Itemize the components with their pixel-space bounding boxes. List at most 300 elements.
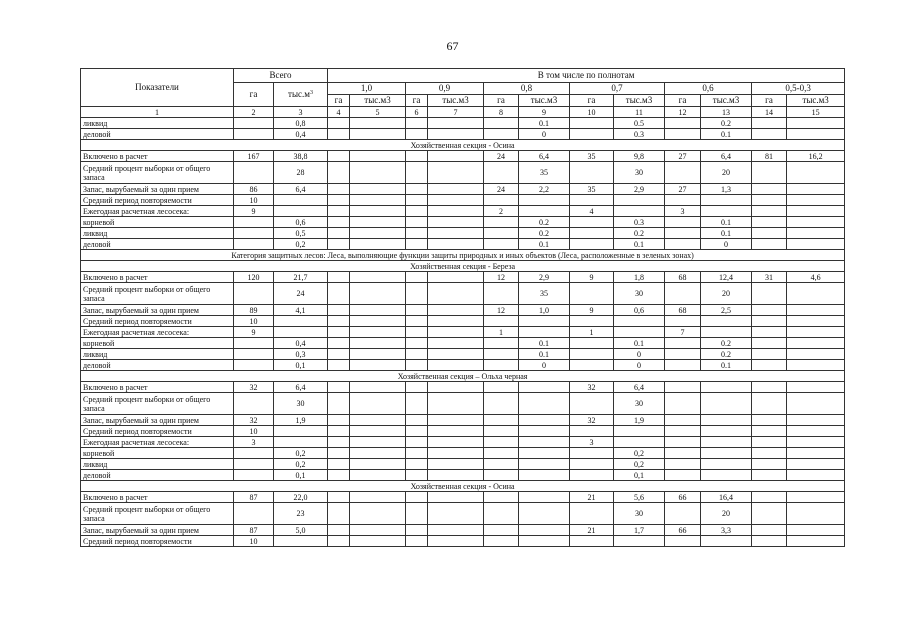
table-cell: 0.1: [519, 239, 570, 250]
table-row: [81, 415, 845, 426]
table-cell: [234, 349, 274, 360]
table-cell: [428, 151, 484, 162]
section-row: [81, 140, 845, 151]
table-cell: [787, 316, 845, 327]
header-density: 0,5-0,3: [752, 83, 845, 95]
table-cell: [701, 316, 752, 327]
table-cell: [484, 283, 519, 305]
table-cell: 0.3: [614, 217, 665, 228]
table-cell: [665, 426, 701, 437]
row-label: ликвид: [81, 228, 234, 239]
table-cell: [614, 327, 665, 338]
table-cell: 1,9: [274, 415, 328, 426]
table-cell: [665, 382, 701, 393]
table-cell: [787, 536, 845, 547]
table-cell: [406, 437, 428, 448]
table-cell: [234, 239, 274, 250]
table-cell: [701, 426, 752, 437]
table-cell: [665, 360, 701, 371]
table-cell: [328, 283, 350, 305]
section-title: Хозяйственная секция - Осина: [81, 481, 845, 492]
table-cell: 0: [701, 239, 752, 250]
table-cell: [752, 217, 787, 228]
table-cell: 0.1: [614, 239, 665, 250]
table-cell: 30: [614, 162, 665, 184]
column-number: 11: [614, 107, 665, 118]
table-cell: [406, 228, 428, 239]
table-cell: 2,5: [701, 305, 752, 316]
table-cell: [701, 195, 752, 206]
column-number: 4: [328, 107, 350, 118]
table-cell: [274, 437, 328, 448]
table-cell: [701, 382, 752, 393]
table-cell: 0,2: [274, 459, 328, 470]
table-cell: [614, 206, 665, 217]
table-cell: [328, 129, 350, 140]
table-cell: [484, 426, 519, 437]
header-ha: га: [328, 95, 350, 107]
table-cell: [570, 426, 614, 437]
table-cell: 0.2: [701, 118, 752, 129]
table-cell: [787, 228, 845, 239]
table-cell: [234, 448, 274, 459]
table-row: [81, 118, 845, 129]
table-cell: [752, 426, 787, 437]
table-cell: [328, 327, 350, 338]
table-cell: 3: [570, 437, 614, 448]
row-label: деловой: [81, 239, 234, 250]
table-cell: [234, 459, 274, 470]
table-cell: [350, 525, 406, 536]
table-cell: [406, 536, 428, 547]
table-cell: [752, 448, 787, 459]
table-cell: [787, 349, 845, 360]
table-cell: [406, 316, 428, 327]
table-cell: [484, 360, 519, 371]
row-label: деловой: [81, 129, 234, 140]
table-row: [81, 206, 845, 217]
table-cell: [428, 426, 484, 437]
table-cell: 28: [274, 162, 328, 184]
table-cell: 10: [234, 426, 274, 437]
table-row: [81, 184, 845, 195]
section-row: [81, 250, 845, 261]
table-cell: [787, 239, 845, 250]
table-cell: [752, 228, 787, 239]
table-cell: [406, 327, 428, 338]
table-row: [81, 327, 845, 338]
row-label: Средний период повторяемости: [81, 426, 234, 437]
table-cell: [519, 437, 570, 448]
table-cell: 0,2: [274, 448, 328, 459]
table-cell: [328, 239, 350, 250]
table-cell: [350, 305, 406, 316]
table-cell: [787, 118, 845, 129]
row-label: Запас, вырубаемый за один прием: [81, 415, 234, 426]
table-cell: 0,6: [274, 217, 328, 228]
table-cell: [274, 195, 328, 206]
header-volume: тыс.м3: [701, 95, 752, 107]
table-cell: [234, 360, 274, 371]
table-cell: [350, 360, 406, 371]
table-cell: [665, 217, 701, 228]
table-cell: [701, 536, 752, 547]
table-cell: 21: [570, 492, 614, 503]
header-density: 0,8: [484, 83, 570, 95]
table-cell: [519, 426, 570, 437]
table-cell: 6,4: [701, 151, 752, 162]
column-number: 7: [428, 107, 484, 118]
column-number: 9: [519, 107, 570, 118]
table-cell: 0.1: [519, 338, 570, 349]
table-cell: [328, 459, 350, 470]
row-label: ликвид: [81, 459, 234, 470]
table-cell: 0,2: [614, 448, 665, 459]
table-cell: 32: [570, 415, 614, 426]
table-cell: [519, 503, 570, 525]
table-cell: [428, 327, 484, 338]
column-number: 15: [787, 107, 845, 118]
column-number: 8: [484, 107, 519, 118]
table-cell: 6,4: [274, 184, 328, 195]
table-cell: [350, 316, 406, 327]
table-cell: [328, 525, 350, 536]
table-cell: [787, 393, 845, 415]
table-cell: [350, 382, 406, 393]
table-cell: [234, 470, 274, 481]
table-cell: 27: [665, 151, 701, 162]
table-cell: [787, 426, 845, 437]
table-cell: 0,2: [274, 239, 328, 250]
table-cell: 2: [484, 206, 519, 217]
table-cell: 24: [274, 283, 328, 305]
table-cell: [406, 129, 428, 140]
table-cell: [428, 118, 484, 129]
row-label: Ежегодная расчетная лесосека:: [81, 327, 234, 338]
table-cell: [752, 382, 787, 393]
table-cell: 22,0: [274, 492, 328, 503]
table-cell: [428, 382, 484, 393]
table-cell: [519, 393, 570, 415]
table-cell: [701, 470, 752, 481]
table-cell: [328, 118, 350, 129]
table-cell: 9: [570, 272, 614, 283]
row-label: корневой: [81, 448, 234, 459]
table-cell: [406, 206, 428, 217]
table-cell: [519, 492, 570, 503]
table-cell: [570, 448, 614, 459]
table-cell: 167: [234, 151, 274, 162]
table-cell: [752, 360, 787, 371]
row-label: Средний период повторяемости: [81, 536, 234, 547]
table-cell: 1,8: [614, 272, 665, 283]
table-row: [81, 228, 845, 239]
table-cell: [328, 228, 350, 239]
header-volume: тыс.м3: [519, 95, 570, 107]
table-row: [81, 195, 845, 206]
table-row: [81, 492, 845, 503]
table-cell: [570, 195, 614, 206]
table-cell: 120: [234, 272, 274, 283]
table-cell: 20: [701, 503, 752, 525]
table-cell: [614, 536, 665, 547]
header-indicators: Показатели: [81, 69, 234, 107]
table-cell: 30: [274, 393, 328, 415]
column-number: 3: [274, 107, 328, 118]
table-cell: [570, 470, 614, 481]
table-cell: 0,6: [614, 305, 665, 316]
header-total-ha: га: [234, 83, 274, 107]
table-cell: [350, 217, 406, 228]
table-cell: 87: [234, 492, 274, 503]
table-cell: [406, 503, 428, 525]
row-label: Средний период повторяемости: [81, 316, 234, 327]
section-row: [81, 261, 845, 272]
table-cell: [234, 217, 274, 228]
header-ha: га: [752, 95, 787, 107]
table-cell: [350, 393, 406, 415]
table-cell: [665, 118, 701, 129]
row-label: Средний процент выборки от общего запаса: [81, 393, 234, 415]
table-cell: [519, 206, 570, 217]
table-cell: [701, 437, 752, 448]
row-label: Средний процент выборки от общего запаса: [81, 503, 234, 525]
table-cell: 3,3: [701, 525, 752, 536]
table-cell: 1,0: [519, 305, 570, 316]
table-cell: [752, 327, 787, 338]
header-density: 0,7: [570, 83, 665, 95]
table-cell: [752, 492, 787, 503]
table-cell: 31: [752, 272, 787, 283]
table-cell: 27: [665, 184, 701, 195]
table-cell: [428, 459, 484, 470]
table-cell: [328, 195, 350, 206]
column-number: 12: [665, 107, 701, 118]
table-cell: [274, 316, 328, 327]
table-cell: 0.1: [701, 228, 752, 239]
table-cell: 0.1: [519, 349, 570, 360]
table-cell: [350, 426, 406, 437]
table-cell: [752, 393, 787, 415]
row-label: корневой: [81, 217, 234, 228]
table-cell: [752, 470, 787, 481]
table-cell: 4,1: [274, 305, 328, 316]
table-cell: [665, 195, 701, 206]
table-cell: 0: [614, 360, 665, 371]
table-cell: 32: [234, 415, 274, 426]
table-cell: [787, 382, 845, 393]
header-volume: тыс.м3: [787, 95, 845, 107]
table-row: [81, 448, 845, 459]
table-cell: [752, 162, 787, 184]
table-cell: [328, 151, 350, 162]
table-cell: [428, 415, 484, 426]
table-row: [81, 393, 845, 415]
table-cell: [328, 426, 350, 437]
table-cell: [350, 338, 406, 349]
column-number: 10: [570, 107, 614, 118]
table-cell: 4,6: [787, 272, 845, 283]
table-cell: [484, 217, 519, 228]
table-cell: 20: [701, 162, 752, 184]
table-cell: 0.2: [701, 349, 752, 360]
table-cell: [406, 239, 428, 250]
header-density: 1,0: [328, 83, 406, 95]
table-cell: [484, 470, 519, 481]
table-cell: [787, 492, 845, 503]
table-cell: [406, 217, 428, 228]
table-cell: [406, 426, 428, 437]
table-cell: 0.1: [701, 360, 752, 371]
table-cell: 0,4: [274, 338, 328, 349]
header-density: 0,6: [665, 83, 752, 95]
column-number: 1: [81, 107, 234, 118]
row-label: Средний период повторяемости: [81, 195, 234, 206]
header-total: Всего: [234, 69, 328, 83]
table-cell: [665, 415, 701, 426]
table-cell: 30: [614, 393, 665, 415]
table-cell: [701, 415, 752, 426]
section-title: Категория защитных лесов: Леса, выполняющие функции защиты природных и иных объектов (Леса, расположенные в зеленых зонах): [81, 250, 845, 261]
table-row: [81, 459, 845, 470]
table-cell: [406, 151, 428, 162]
table-cell: [350, 470, 406, 481]
section-row: [81, 371, 845, 382]
table-cell: [570, 459, 614, 470]
table-cell: [752, 437, 787, 448]
table-cell: [701, 448, 752, 459]
table-cell: [328, 415, 350, 426]
table-row: [81, 426, 845, 437]
table-cell: 30: [614, 283, 665, 305]
table-cell: [406, 492, 428, 503]
table-cell: 3: [234, 437, 274, 448]
table-cell: [665, 470, 701, 481]
table-cell: 38,8: [274, 151, 328, 162]
table-cell: [428, 360, 484, 371]
table-cell: [234, 129, 274, 140]
table-cell: [406, 162, 428, 184]
table-cell: [665, 129, 701, 140]
table-cell: 12,4: [701, 272, 752, 283]
header-ha: га: [406, 95, 428, 107]
table-cell: 0.2: [614, 228, 665, 239]
table-cell: 1,3: [701, 184, 752, 195]
table-cell: [570, 217, 614, 228]
table-cell: [570, 536, 614, 547]
table-cell: [328, 360, 350, 371]
table-row: [81, 437, 845, 448]
table-cell: [484, 492, 519, 503]
header-density: 0,9: [406, 83, 484, 95]
table-cell: [234, 162, 274, 184]
table-cell: 0.1: [519, 118, 570, 129]
row-label: деловой: [81, 470, 234, 481]
row-label: Включено в расчет: [81, 272, 234, 283]
table-cell: [787, 206, 845, 217]
table-cell: [234, 283, 274, 305]
table-cell: [328, 305, 350, 316]
table-cell: [614, 437, 665, 448]
row-label: деловой: [81, 360, 234, 371]
table-cell: [484, 382, 519, 393]
table-cell: [350, 239, 406, 250]
table-cell: [570, 118, 614, 129]
table-cell: [614, 316, 665, 327]
table-cell: [428, 470, 484, 481]
column-number: 5: [350, 107, 406, 118]
table-cell: [519, 327, 570, 338]
table-cell: 0.2: [519, 228, 570, 239]
table-cell: [570, 162, 614, 184]
table-row: [81, 217, 845, 228]
table-cell: [484, 162, 519, 184]
table-cell: [350, 503, 406, 525]
table-cell: [570, 228, 614, 239]
table-cell: [519, 459, 570, 470]
table-cell: [665, 228, 701, 239]
table-cell: [752, 536, 787, 547]
table-cell: [406, 195, 428, 206]
table-cell: [350, 206, 406, 217]
table-cell: [519, 448, 570, 459]
table-row: [81, 360, 845, 371]
table-cell: [752, 118, 787, 129]
table-cell: [665, 448, 701, 459]
table-cell: [328, 448, 350, 459]
table-cell: [350, 536, 406, 547]
table-cell: [274, 536, 328, 547]
table-cell: 6,4: [519, 151, 570, 162]
table-cell: 5,0: [274, 525, 328, 536]
table-cell: [428, 338, 484, 349]
table-cell: [701, 206, 752, 217]
section-title: Хозяйственная секция - Береза: [81, 261, 845, 272]
table-cell: [350, 327, 406, 338]
table-cell: [519, 382, 570, 393]
row-label: корневой: [81, 338, 234, 349]
table-cell: [570, 129, 614, 140]
table-cell: [752, 195, 787, 206]
table-cell: [406, 448, 428, 459]
table-cell: [428, 525, 484, 536]
row-label: Ежегодная расчетная лесосека:: [81, 206, 234, 217]
table-cell: [428, 272, 484, 283]
table-cell: [665, 459, 701, 470]
table-cell: [274, 206, 328, 217]
table-cell: [328, 162, 350, 184]
table-cell: 0,3: [274, 349, 328, 360]
table-cell: 2,9: [519, 272, 570, 283]
table-cell: [787, 217, 845, 228]
header-by-density: В том числе по полнотам: [328, 69, 845, 83]
header-volume: тыс.м3: [614, 95, 665, 107]
table-cell: [519, 415, 570, 426]
table-cell: [787, 470, 845, 481]
table-cell: [428, 162, 484, 184]
table-cell: [406, 470, 428, 481]
table-cell: [406, 184, 428, 195]
table-cell: [787, 162, 845, 184]
table-cell: 9,8: [614, 151, 665, 162]
table-cell: [484, 459, 519, 470]
table-cell: [570, 393, 614, 415]
table-cell: [428, 239, 484, 250]
table-cell: [665, 162, 701, 184]
row-label: Запас, вырубаемый за один прием: [81, 305, 234, 316]
table-cell: [350, 184, 406, 195]
table-cell: [350, 118, 406, 129]
